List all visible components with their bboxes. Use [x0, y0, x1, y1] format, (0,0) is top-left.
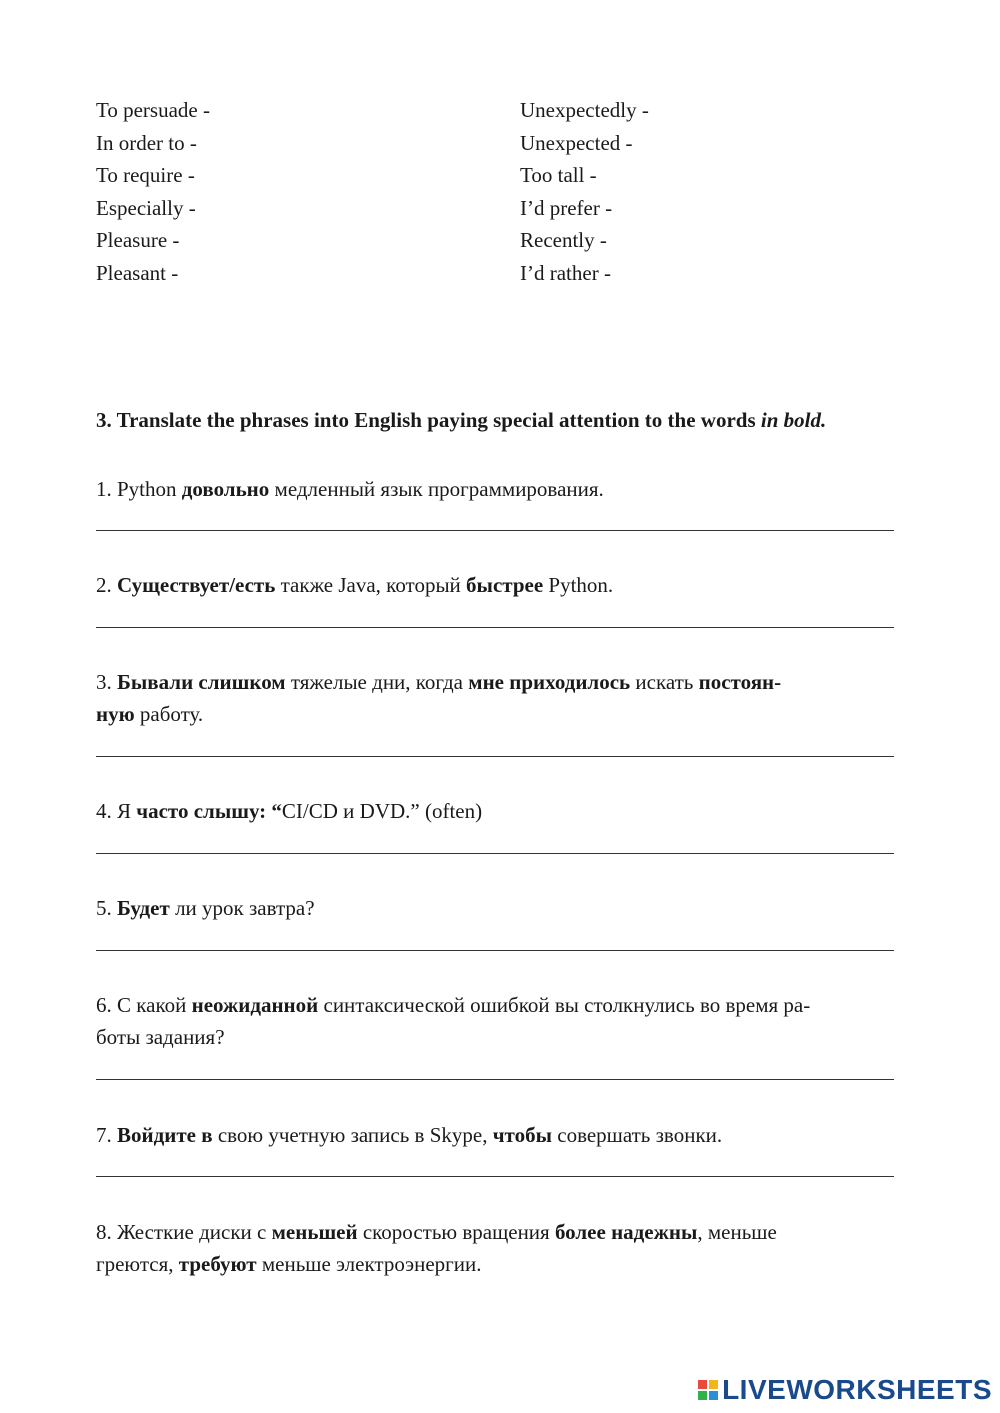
answer-line-5[interactable] — [96, 950, 894, 951]
vocab-item: I’d rather - — [520, 260, 611, 285]
bold-phrase: довольно — [181, 477, 270, 501]
item-text: работу. — [134, 702, 204, 726]
vocab-column-left — [96, 94, 210, 290]
item-text: тяжелые дни, когда — [285, 670, 469, 694]
task-title — [96, 404, 896, 436]
item-text: медленный язык программирования. — [269, 477, 604, 501]
bold-phrase: ную — [96, 702, 135, 726]
item-text: также Java, который — [275, 573, 467, 597]
answer-input-7[interactable] — [96, 1147, 894, 1175]
logo-mark-icon — [698, 1380, 718, 1400]
vocab-item: Too tall - — [520, 163, 597, 188]
vocab-item: Unexpectedly - — [520, 98, 649, 122]
answer-line-3[interactable] — [96, 756, 894, 757]
bold-phrase: Существует/есть — [117, 573, 276, 597]
vocab-item: Especially - — [96, 195, 196, 220]
vocab-item: Recently - — [520, 228, 607, 253]
item-text: 2. — [96, 573, 117, 597]
vocab-item: Pleasure - — [96, 228, 180, 253]
item-text: CI/CD и DVD.” (often) — [281, 799, 483, 823]
logo-square — [709, 1380, 718, 1389]
logo-square — [709, 1391, 718, 1400]
item-text: скоростью вращения — [357, 1220, 555, 1244]
answer-input-1[interactable] — [96, 501, 894, 529]
item-text: греются, — [96, 1252, 179, 1276]
exercise-item-6 — [96, 989, 904, 1053]
item-text: искать — [630, 670, 699, 694]
item-text: 7. — [96, 1123, 117, 1147]
answer-line-7[interactable] — [96, 1176, 894, 1177]
exercise-item-4 — [96, 795, 904, 827]
bold-phrase: Бывали слишком — [117, 670, 286, 694]
bold-phrase: меньшей — [271, 1220, 358, 1244]
exercise-item-8 — [96, 1216, 904, 1280]
answer-line-2[interactable] — [96, 627, 894, 628]
bold-phrase: более надежны — [554, 1220, 698, 1244]
bold-phrase: часто слышу: “ — [136, 799, 282, 823]
item-text: боты задания? — [96, 1025, 225, 1049]
item-text: ли урок завтра? — [169, 896, 315, 920]
bold-phrase: чтобы — [492, 1123, 552, 1147]
exercise-item-3 — [96, 666, 904, 730]
item-text: 1. Python — [96, 477, 182, 501]
item-text: 5. — [96, 896, 117, 920]
answer-line-1[interactable] — [96, 530, 894, 531]
liveworksheets-logo — [698, 1373, 992, 1407]
answer-input-5[interactable] — [96, 921, 894, 949]
answer-input-2[interactable] — [96, 598, 894, 626]
logo-square — [698, 1380, 707, 1389]
answer-input-3[interactable] — [96, 727, 894, 755]
exercise-item-5 — [96, 892, 904, 924]
answer-line-4[interactable] — [96, 853, 894, 854]
answer-input-6[interactable] — [96, 1050, 894, 1078]
bold-phrase: быстрее — [466, 573, 544, 597]
item-text: совершать звонки. — [552, 1123, 723, 1147]
item-text: 3. — [96, 670, 117, 694]
bold-phrase: неожиданной — [191, 993, 319, 1017]
exercise-item-2 — [96, 569, 904, 601]
item-text: 8. Жесткие диски с — [96, 1220, 272, 1244]
item-text: 4. Я — [96, 799, 137, 823]
bold-phrase: мне приходилось — [468, 670, 631, 694]
bold-phrase: требуют — [178, 1252, 257, 1276]
answer-input-4[interactable] — [96, 824, 894, 852]
vocab-item: In order to - — [96, 130, 197, 155]
vocab-item: Unexpected - — [520, 130, 633, 155]
bold-phrase: постоян- — [698, 670, 782, 694]
item-text: свою учетную запись в Skype, — [212, 1123, 493, 1147]
logo-text: LIVEWORKSHEETS — [722, 1374, 992, 1405]
vocab-item: Pleasant - — [96, 260, 179, 285]
answer-line-6[interactable] — [96, 1079, 894, 1080]
item-text: , меньше — [697, 1220, 777, 1244]
item-text: синтаксической ошибкой вы столкнулись во время ра- — [318, 993, 811, 1017]
vocab-item: To persuade - — [96, 98, 210, 122]
bold-phrase: Войдите в — [117, 1123, 213, 1147]
vocab-column-right — [520, 94, 649, 290]
logo-square — [698, 1391, 707, 1400]
item-text: меньше электроэнергии. — [256, 1252, 482, 1276]
task-title-main: 3. Translate the phrases into English paying special attention to the words — [96, 408, 761, 432]
vocab-item: To require - — [96, 163, 195, 188]
item-text: 6. С какой — [96, 993, 192, 1017]
task-title-italic: in bold. — [760, 408, 827, 432]
vocab-item: I’d prefer - — [520, 195, 613, 220]
bold-phrase: Будет — [117, 896, 170, 920]
item-text: Python. — [543, 573, 614, 597]
